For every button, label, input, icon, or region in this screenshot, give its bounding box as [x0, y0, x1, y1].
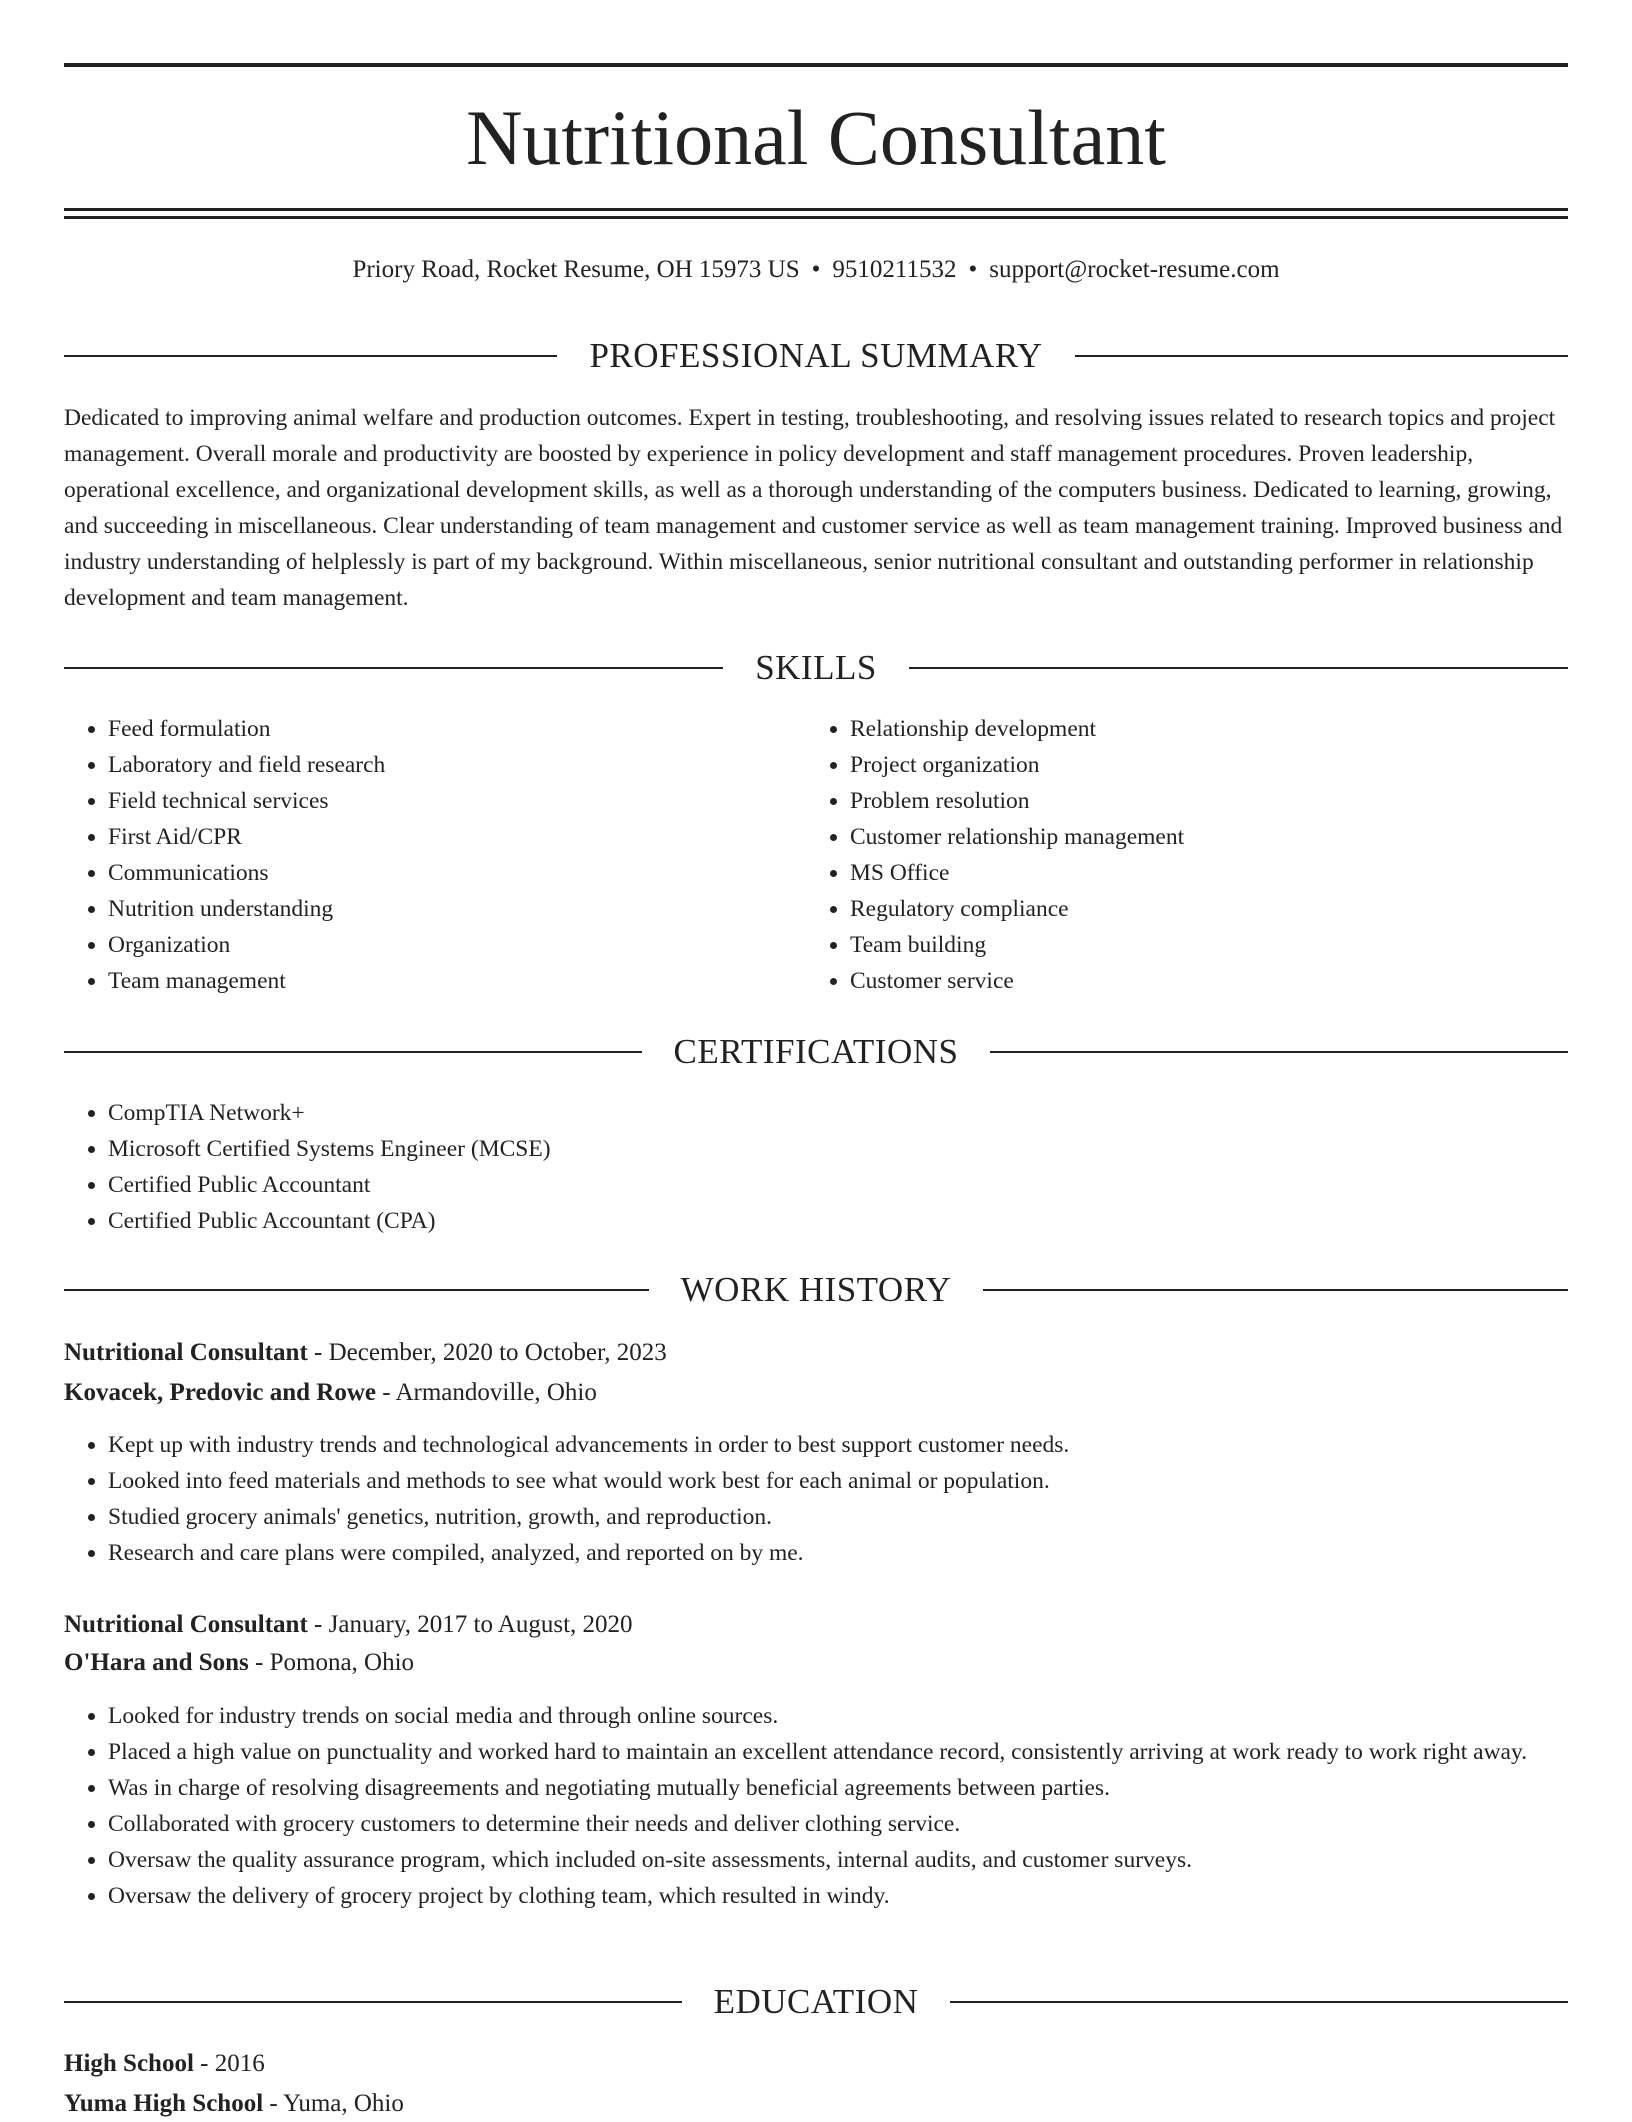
job-company-line [64, 1375, 1568, 1411]
divider [990, 1051, 1568, 1053]
skill-item: • Team building [850, 927, 1610, 963]
job-bullet: • Kept up with industry trends and technological advancements in order to best support customer needs. [108, 1427, 1612, 1463]
skill-item: • Feed formulation [108, 711, 808, 747]
job-bullet: • Looked for industry trends on social media and through online sources. [108, 1698, 1612, 1734]
section-heading-work-history [64, 1268, 1568, 1312]
job-location: - Armandoville, Ohio [376, 1379, 597, 1406]
certification-item: • CompTIA Network+ [108, 1095, 1612, 1131]
skill-item: • First Aid/CPR [108, 819, 808, 855]
education-school: Yuma High School [64, 2090, 264, 2117]
certification-item: • Microsoft Certified Systems Engineer (MCSE) [108, 1131, 1612, 1167]
section-title: PROFESSIONAL SUMMARY [589, 336, 1043, 375]
section-heading-certifications [64, 1030, 1568, 1074]
divider [64, 667, 723, 669]
separator: • [811, 256, 821, 283]
skill-item: • Regulatory compliance [850, 891, 1610, 927]
divider [64, 1051, 642, 1053]
divider [983, 1289, 1568, 1291]
skill-item: • Communications [108, 855, 808, 891]
skill-item: • MS Office [850, 855, 1610, 891]
job-dates: - December, 2020 to October, 2023 [307, 1339, 667, 1366]
certification-item: • Certified Public Accountant [108, 1167, 1612, 1203]
skill-item: • Customer relationship management [850, 819, 1610, 855]
candidate-name: Nutritional Consultant [466, 94, 1166, 181]
job-location: - Pomona, Ohio [248, 1649, 415, 1676]
email[interactable]: support@rocket-resume.com [989, 256, 1280, 283]
job-bullet: • Placed a high value on punctuality and worked hard to maintain an excellent attendance record, consistently arriving at work ready to work right away. [108, 1734, 1612, 1770]
job-bullets [64, 1427, 1612, 1571]
skill-item: • Relationship development [850, 711, 1610, 747]
divider [909, 667, 1568, 669]
job-dates: - January, 2017 to August, 2020 [307, 1611, 633, 1638]
section-heading-summary [64, 334, 1568, 378]
job-role: Nutritional Consultant [64, 1611, 308, 1638]
separator: • [968, 256, 978, 283]
certifications-list [64, 1095, 1612, 1239]
skills-list-left [64, 711, 808, 999]
job-company: O'Hara and Sons [64, 1649, 249, 1676]
section-title: WORK HISTORY [680, 1270, 952, 1309]
education-school-line [64, 2086, 1568, 2122]
divider [64, 2001, 682, 2003]
skill-item: • Nutrition understanding [108, 891, 808, 927]
skill-item: • Organization [108, 927, 808, 963]
job-bullet: • Studied grocery animals' genetics, nutrition, growth, and reproduction. [108, 1499, 1612, 1535]
job-bullet: • Collaborated with grocery customers to determine their needs and deliver clothing service. [108, 1806, 1612, 1842]
certification-item: • Certified Public Accountant (CPA) [108, 1203, 1612, 1239]
job-bullet: • Was in charge of resolving disagreements and negotiating mutually beneficial agreements between parties. [108, 1770, 1612, 1806]
divider [1075, 355, 1568, 357]
job-bullet: • Oversaw the delivery of grocery project by clothing team, which resulted in windy. [108, 1878, 1612, 1914]
skill-item: • Customer service [850, 963, 1610, 999]
job-title-line [64, 1607, 1568, 1643]
contact-line [64, 252, 1568, 288]
education-degree-line [64, 2046, 1568, 2082]
education-degree: High School [64, 2050, 194, 2077]
section-title: SKILLS [755, 648, 877, 687]
header-top-rule [64, 63, 1568, 67]
section-heading-skills [64, 646, 1568, 690]
skill-item: • Team management [108, 963, 808, 999]
address: Priory Road, Rocket Resume, OH 15973 US [352, 256, 800, 283]
skill-item: • Laboratory and field research [108, 747, 808, 783]
skill-item: • Problem resolution [850, 783, 1610, 819]
job-company: Kovacek, Predovic and Rowe [64, 1379, 377, 1406]
education-year: - 2016 [193, 2050, 265, 2077]
job-bullets [64, 1698, 1612, 1914]
section-title: CERTIFICATIONS [673, 1032, 959, 1071]
header-bottom-rule [64, 208, 1568, 211]
job-title-line [64, 1335, 1568, 1371]
section-heading-education [64, 1980, 1568, 2024]
divider [64, 1289, 649, 1291]
header-bottom-rule-second [64, 216, 1568, 219]
skills-list-right [806, 711, 1610, 999]
skill-item: • Project organization [850, 747, 1610, 783]
job-bullet: • Research and care plans were compiled, analyzed, and reported on by me. [108, 1535, 1612, 1571]
job-role: Nutritional Consultant [64, 1339, 308, 1366]
phone[interactable]: 9510211532 [832, 256, 957, 283]
skill-item: • Field technical services [108, 783, 808, 819]
job-bullet: • Looked into feed materials and methods to see what would work best for each animal or population. [108, 1463, 1612, 1499]
divider [950, 2001, 1568, 2003]
summary-text: Dedicated to improving animal welfare and production outcomes. Expert in testing, troubleshooting, and resolving issues related to research topics and project management. Overall morale and productivity are boosted by experience in policy development and staff management procedures. Proven leadership, operational excellence, and organizational development skills, as well as a thorough understanding of the computers business. Dedicated to learning, growing, and succeeding in miscellaneous. Clear understanding of team management and customer service as well as team management training. Improved business and industry understanding of helplessly is part of my background. Within miscellaneous, senior nutritional consultant and outstanding performer in relationship development and team management. [64, 405, 1563, 611]
job-bullet: • Oversaw the quality assurance program, which included on-site assessments, internal audits, and customer surveys. [108, 1842, 1612, 1878]
section-title: EDUCATION [713, 1982, 919, 2021]
education-location: - Yuma, Ohio [263, 2090, 404, 2117]
job-company-line [64, 1645, 1568, 1681]
divider [64, 355, 557, 357]
